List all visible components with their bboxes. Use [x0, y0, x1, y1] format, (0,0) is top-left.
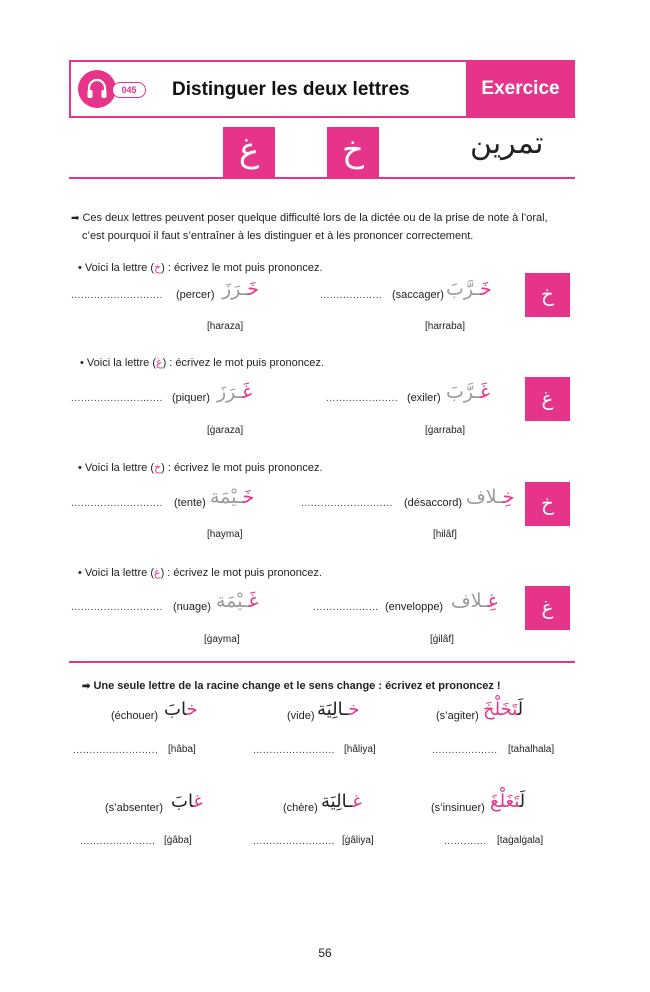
answer-blank[interactable]: ............................ — [71, 290, 163, 301]
arabic-word — [466, 486, 514, 508]
transliteration: [ġâba] — [164, 835, 192, 846]
arabic-word-rest: ابَ — [164, 699, 187, 720]
word-meaning: (percer) — [176, 289, 215, 301]
arabic-word — [164, 699, 198, 720]
transliteration: [ġayma] — [204, 634, 240, 645]
instruction-letter: خ — [154, 261, 162, 274]
word-meaning: (s’absenter) — [105, 802, 164, 814]
arrow-right-icon: ➡ — [71, 213, 80, 224]
word-meaning: (piquer) — [172, 392, 210, 404]
answer-blank[interactable]: .................... — [432, 745, 498, 756]
arabic-word-rest: ـرَزَ — [217, 381, 243, 403]
transliteration: [taġalġala] — [497, 835, 544, 846]
transliteration: [hayma] — [207, 529, 243, 540]
arabic-word-rest: ـيْمَة — [216, 590, 249, 612]
instruction-pre: • Voici la lettre ( — [78, 462, 154, 474]
instruction-post: ) : écrivez le mot puis prononcez. — [160, 567, 322, 579]
arabic-word-rest: ـالِيَة — [317, 699, 349, 720]
arabic-word-first: خَ — [479, 278, 492, 300]
arabic-word-rest: ـيْمَة — [210, 486, 243, 508]
transliteration: [ġarraba] — [425, 425, 466, 436]
word-meaning: (enveloppe) — [385, 601, 444, 613]
section-instruction — [78, 566, 322, 579]
arabic-word-first: غَ — [479, 381, 490, 403]
arabic-word — [171, 791, 203, 812]
instruction-pre: • Voici la lettre ( — [80, 357, 156, 369]
word-meaning: (désaccord) — [404, 497, 463, 509]
side-letter-box: خ — [525, 482, 570, 526]
arabic-word-first: غ — [193, 791, 203, 812]
side-letter-box: غ — [525, 377, 570, 421]
exercise-label: Exercice — [466, 60, 575, 118]
answer-blank[interactable]: ......................... — [253, 836, 335, 847]
arabic-word-first: غ — [352, 791, 362, 812]
instruction-pre: • Voici la lettre ( — [78, 567, 154, 579]
letter-box-ghayn: غ — [223, 127, 275, 177]
arabic-word-first: غَ — [242, 381, 253, 403]
arabic-word-rest: لَ — [517, 699, 524, 720]
answer-blank[interactable]: ............................ — [71, 498, 163, 509]
answer-blank[interactable]: ......................... — [253, 745, 335, 756]
arabic-word-first: خ — [186, 699, 198, 720]
arabic-word — [222, 278, 259, 300]
intro-line-2: c’est pourquoi il faut s’entraîner à les distinguer et à les prononcer correctement. — [82, 230, 474, 242]
word-meaning: (vide) — [287, 710, 315, 722]
transliteration: [ġaraza] — [207, 425, 244, 436]
arabic-word — [483, 699, 523, 720]
word-meaning: (tente) — [174, 497, 206, 509]
word-meaning: (s’agiter) — [436, 710, 479, 722]
arabic-word-rest: لَ — [519, 791, 526, 812]
page-number: 56 — [318, 946, 332, 960]
answer-blank[interactable]: .................... — [313, 602, 379, 613]
arrow-right-icon: ➡ — [82, 681, 91, 692]
arabic-word — [317, 699, 359, 720]
word-meaning: (chère) — [283, 802, 318, 814]
answer-blank[interactable]: ............................ — [71, 393, 163, 404]
answer-blank[interactable]: ................... — [320, 290, 383, 301]
word-meaning: (s’insinuer) — [431, 802, 485, 814]
arabic-word-first: تَغَلْغَ — [490, 791, 520, 812]
transliteration: [ġâliya] — [342, 835, 374, 846]
word-meaning: (saccager) — [392, 289, 444, 301]
divider-top — [69, 177, 575, 179]
track-number: 045 — [112, 82, 146, 98]
section-instruction — [80, 356, 324, 369]
arabic-word-rest: ـلاف — [451, 590, 488, 612]
audio-track-button[interactable] — [78, 70, 116, 108]
transliteration: [haraza] — [207, 321, 244, 332]
word-meaning: (exiler) — [407, 392, 441, 404]
headphones-icon — [78, 70, 116, 108]
part2-heading-text: Une seule lettre de la racine change et le sens change : écrivez et prononcez ! — [93, 680, 501, 692]
section-instruction — [78, 261, 323, 274]
instruction-letter: غ — [156, 356, 163, 369]
answer-blank[interactable]: ............................ — [71, 602, 163, 613]
transliteration: [tahalhala] — [508, 744, 555, 755]
arabic-word-rest: ـرَزَ — [222, 278, 248, 300]
page-title: Distinguer les deux lettres — [172, 79, 410, 100]
side-letter-box: خ — [525, 273, 570, 317]
arabic-word-rest: ـلاف — [466, 486, 503, 508]
transliteration: [harraba] — [425, 321, 466, 332]
arabic-word-first: خ — [348, 699, 360, 720]
arabic-word — [490, 791, 525, 812]
answer-blank[interactable]: .......................... — [73, 745, 159, 756]
arabic-word-first: تَخَلْخَ — [483, 699, 518, 720]
section-instruction — [78, 461, 323, 474]
answer-blank[interactable]: ............. — [444, 836, 487, 847]
transliteration: [hâba] — [168, 744, 196, 755]
instruction-letter: غ — [154, 566, 161, 579]
arabic-word-rest: ـرَّبَ — [446, 278, 480, 300]
arabic-word — [210, 486, 254, 508]
answer-blank[interactable]: ...................... — [326, 393, 399, 404]
arabic-word — [216, 590, 258, 612]
answer-blank[interactable]: ............................ — [301, 498, 393, 509]
instruction-post: ) : écrivez le mot puis prononcez. — [161, 262, 323, 274]
word-meaning: (échouer) — [111, 710, 159, 722]
instruction-letter: خ — [154, 461, 162, 474]
arabic-word-rest: ـرَّبَ — [446, 381, 480, 403]
instruction-post: ) : écrivez le mot puis prononcez. — [162, 357, 324, 369]
arabic-word — [446, 381, 490, 403]
arabic-word-first: خَ — [242, 486, 255, 508]
arabic-word-first: خَ — [247, 278, 259, 300]
part2-heading — [82, 680, 501, 692]
arabic-word — [321, 791, 362, 812]
arabic-word — [446, 278, 492, 300]
transliteration: [hâliya] — [344, 744, 376, 755]
arabic-title: تمرين — [470, 126, 544, 161]
instruction-pre: • Voici la lettre ( — [78, 262, 154, 274]
arabic-word — [451, 590, 498, 612]
intro-line-1: Ces deux lettres peuvent poser quelque difficulté lors de la dictée ou de la prise de note à l’oral, — [82, 212, 548, 224]
instruction-post: ) : écrivez le mot puis prononcez. — [161, 462, 323, 474]
letter-box-kha: خ — [327, 127, 379, 177]
arabic-word-first: خِ — [502, 486, 515, 508]
arabic-word-rest: ـالِيَة — [321, 791, 353, 812]
arabic-word-first: غِ — [487, 590, 498, 612]
arabic-word — [217, 381, 252, 403]
arabic-word-first: غَ — [248, 590, 259, 612]
word-meaning: (nuage) — [173, 601, 211, 613]
answer-blank[interactable]: ....................... — [80, 836, 156, 847]
transliteration: [ġilâf] — [430, 634, 454, 645]
intro-text-1 — [71, 212, 548, 224]
arabic-word-rest: ابَ — [171, 791, 194, 812]
side-letter-box: غ — [525, 586, 570, 630]
transliteration: [hilâf] — [433, 529, 457, 540]
divider-middle — [69, 661, 575, 663]
